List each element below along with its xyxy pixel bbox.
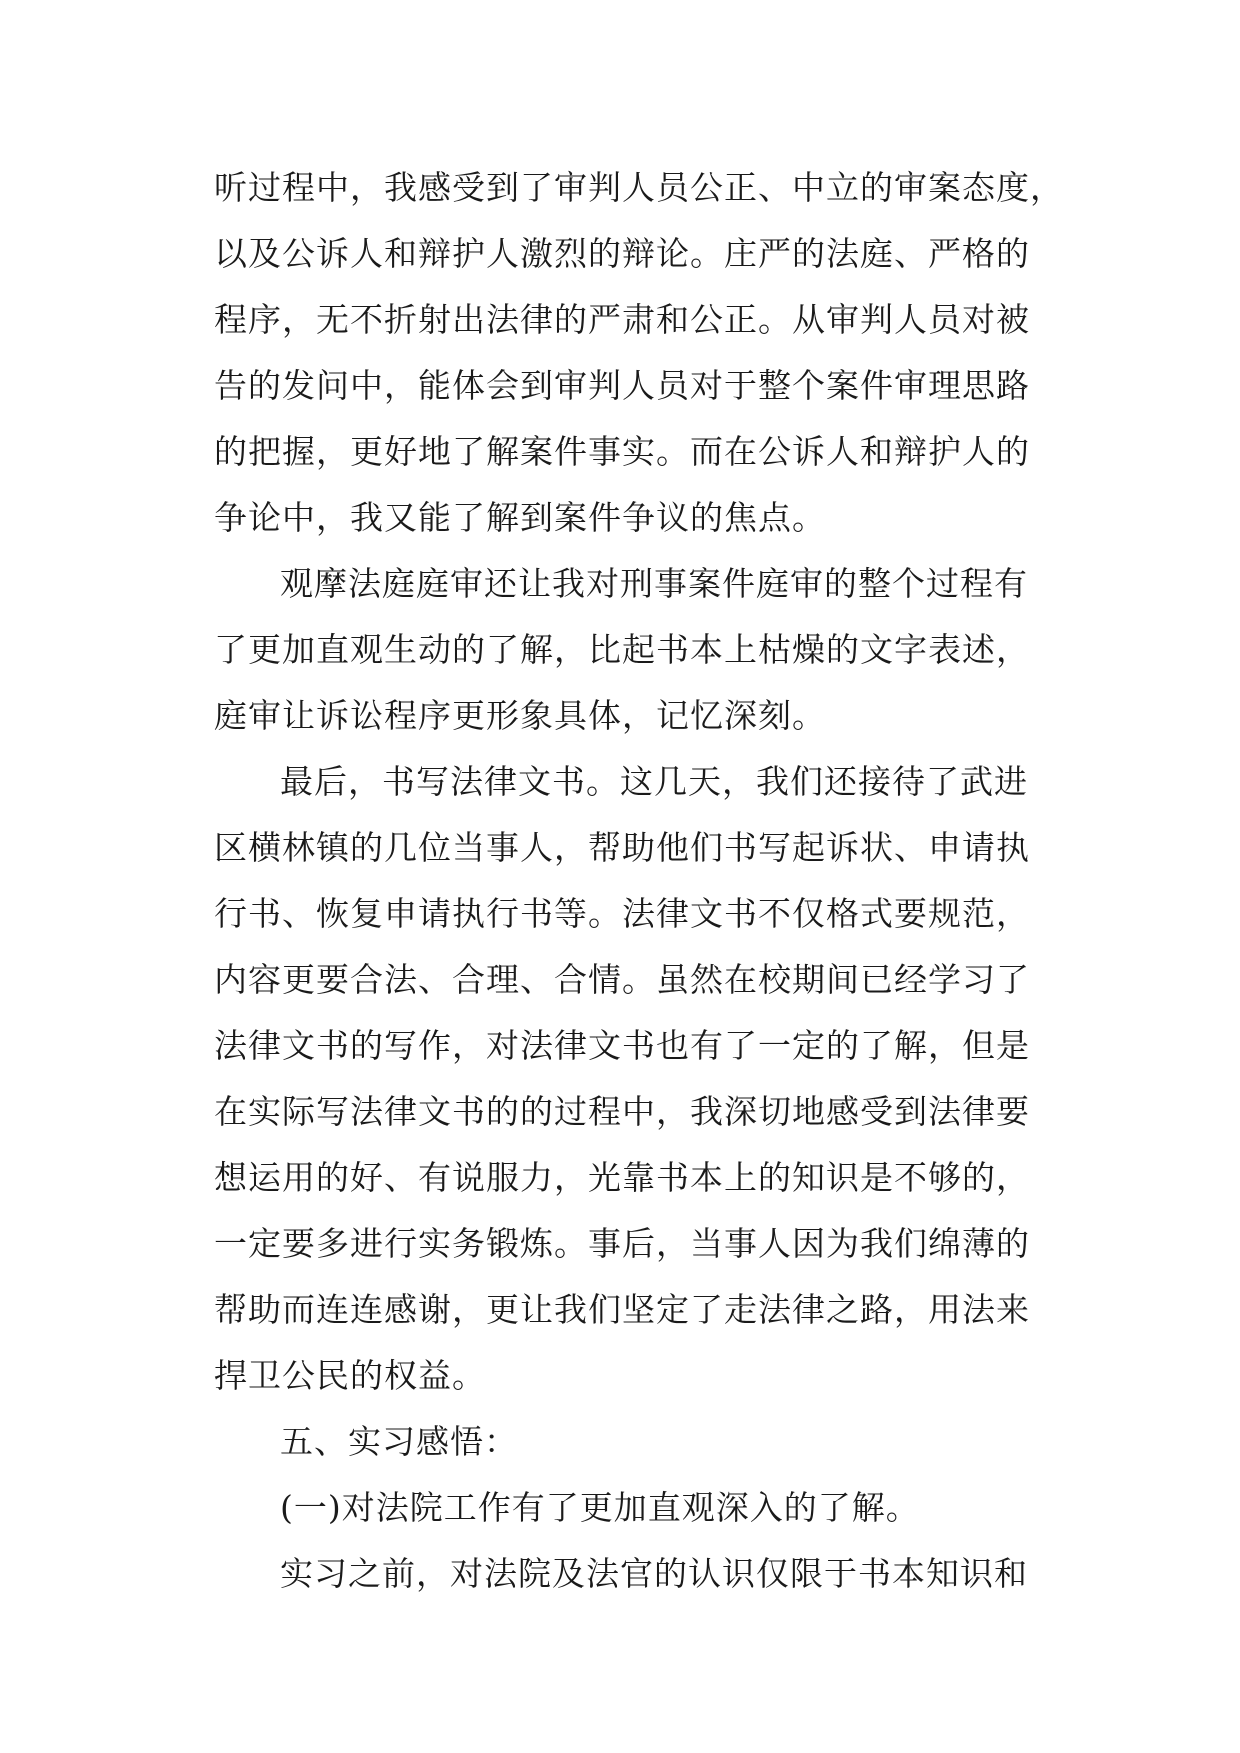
text-line: 法律文书的写作，对法律文书也有了一定的了解，但是 [214,1026,1030,1065]
text-line: 区横林镇的几位当事人，帮助他们书写起诉状、申请执 [214,828,1030,867]
text-line: 一定要多进行实务锻炼。事后，当事人因为我们绵薄的 [214,1224,1030,1263]
text-line: 捍卫公民的权益。 [214,1356,486,1395]
text-line: 听过程中，我感受到了审判人员公正、中立的审案态度， [214,168,1064,207]
text-line: 行书、恢复申请执行书等。法律文书不仅格式要规范， [214,894,1030,933]
text-line: 的把握，更好地了解案件事实。而在公诉人和辩护人的 [214,432,1030,471]
body-text [214,155,1064,1607]
subsection-heading: (一)对法院工作有了更加直观深入的了解。 [280,1488,920,1527]
text-line: 以及公诉人和辩护人激烈的辩论。庄严的法庭、严格的 [214,234,1030,273]
text-line: 帮助而连连感谢，更让我们坚定了走法律之路，用法来 [214,1290,1030,1329]
section-heading: 五、实习感悟： [280,1422,518,1461]
paragraph-start-line: 最后，书写法律文书。这几天，我们还接待了武进 [280,762,1028,801]
text-line: 想运用的好、有说服力，光靠书本上的知识是不够的， [214,1158,1030,1197]
text-line: 内容更要合法、合理、合情。虽然在校期间已经学习了 [214,960,1030,999]
text-line: 庭审让诉讼程序更形象具体，记忆深刻。 [214,696,826,735]
text-line: 程序，无不折射出法律的严肃和公正。从审判人员对被 [214,300,1030,339]
text-line: 告的发问中，能体会到审判人员对于整个案件审理思路 [214,366,1030,405]
text-line: 了更加直观生动的了解，比起书本上枯燥的文字表述， [214,630,1030,669]
text-line: 争论中，我又能了解到案件争议的焦点。 [214,498,826,537]
paragraph-start-line: 实习之前，对法院及法官的认识仅限于书本知识和 [280,1554,1028,1593]
paragraph-start-line: 观摩法庭庭审还让我对刑事案件庭审的整个过程有 [280,564,1028,603]
text-line: 在实际写法律文书的的过程中，我深切地感受到法律要 [214,1092,1030,1131]
